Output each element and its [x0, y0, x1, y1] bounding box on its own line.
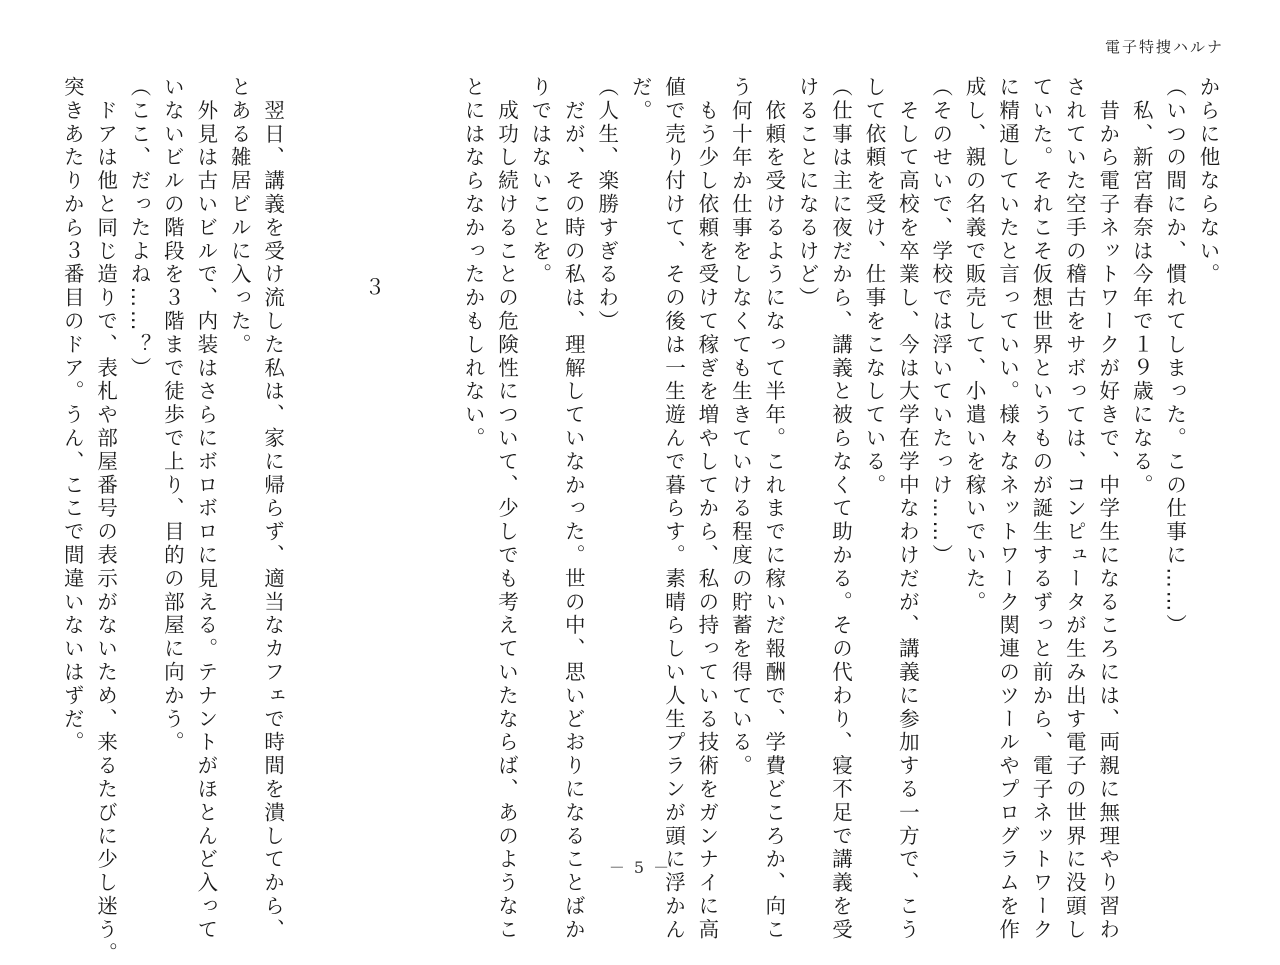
- text-line: （人生、楽勝すぎるわ）: [594, 76, 619, 334]
- text-line: （いつの間にか、慣れてしまった。この仕事に……）: [1162, 76, 1187, 638]
- page-number: － 5 －: [608, 858, 672, 877]
- text-line: ドアは他と同じ造りで、表札や部屋番号の表示がないため、来るたびに少し迷う。: [93, 76, 118, 965]
- text-line: からに他ならない。: [1196, 76, 1220, 287]
- text-line: そして高校を卒業し、今は大学在学中なわけだが、講義に参加する一方で、こう: [895, 76, 920, 942]
- text-line: いないビルの階段を３階まで徒歩で上り、目的の部屋に向かう。: [160, 76, 185, 755]
- text-line: 成功し続けることの危険性について、少しでも考えていたならば、あのようなこ: [494, 76, 519, 942]
- text-line: 昔から電子ネットワークが好きで、中学生になるころには、両親に無理やり習わ: [1095, 76, 1120, 942]
- text-line: とにはならなかったかもしれない。: [461, 76, 486, 451]
- text-line: されていた空手の稽古をサボっては、コンピュータが生み出す電子の世界に没頭し: [1062, 76, 1087, 942]
- text-line: 外見は古いビルで、内装はさらにボロボロに見える。テナントがほとんど入って: [193, 76, 218, 942]
- text-line: して依頼を受け、仕事をこなしている。: [861, 76, 886, 498]
- text-line: 成し、親の名義で販売して、小遣いを稼いでいた。: [962, 76, 987, 615]
- text-line: 私、新宮春奈は今年で１９歳になる。: [1129, 76, 1154, 498]
- novel-text-body: [60, 76, 1224, 965]
- text-line: （そのせいで、学校では浮いていたっけ……）: [928, 76, 953, 568]
- text-line: りではないことを。: [527, 76, 552, 287]
- text-line: （仕事は主に夜だから、講義と被らなくて助かる。その代わり、寝不足で講義を受: [828, 76, 853, 942]
- text-line: [389, 76, 422, 836]
- text-line: とある雑居ビルに入った。: [227, 76, 252, 357]
- text-line: [422, 76, 455, 836]
- text-line: う何十年か仕事をしなくても生きていける程度の貯蓄を得ている。: [728, 76, 753, 778]
- text-line: [289, 76, 322, 836]
- text-line: 依頼を受けるようになって半年。これまでに稼いだ報酬で、学費どころか、向こ: [761, 76, 786, 942]
- book-title: 電子特捜ハルナ: [1104, 38, 1224, 56]
- text-line: に精通していたと言っていい。様々なネットワーク関連のツールやプログラムを作: [995, 76, 1020, 942]
- chapter-number: ３: [360, 276, 385, 300]
- text-line: けることになるけど）: [795, 76, 820, 310]
- text-line: 翌日、講義を受け流した私は、家に帰らず、適当なカフェで時間を潰してから、: [260, 76, 285, 942]
- text-line: [322, 76, 355, 836]
- text-line: 値で売り付けて、その後は一生遊んで暮らす。素晴らしい人生プランが頭に浮かん: [661, 76, 686, 942]
- text-line: だが、その時の私は、理解していなかった。世の中、思いどおりになることばか: [561, 76, 586, 942]
- text-line: だ。: [628, 76, 653, 123]
- text-line: （ここ、だったよね……？）: [127, 76, 151, 381]
- text-line: 突きあたりから３番目のドア。うん、ここで間違いないはずだ。: [60, 76, 85, 755]
- text-line: ていた。それこそ仮想世界というものが誕生するずっと前から、電子ネットワーク: [1028, 76, 1053, 942]
- text-line: もう少し依頼を受けて稼ぎを増やしてから、私の持っている技術をガンナイに高: [694, 76, 719, 942]
